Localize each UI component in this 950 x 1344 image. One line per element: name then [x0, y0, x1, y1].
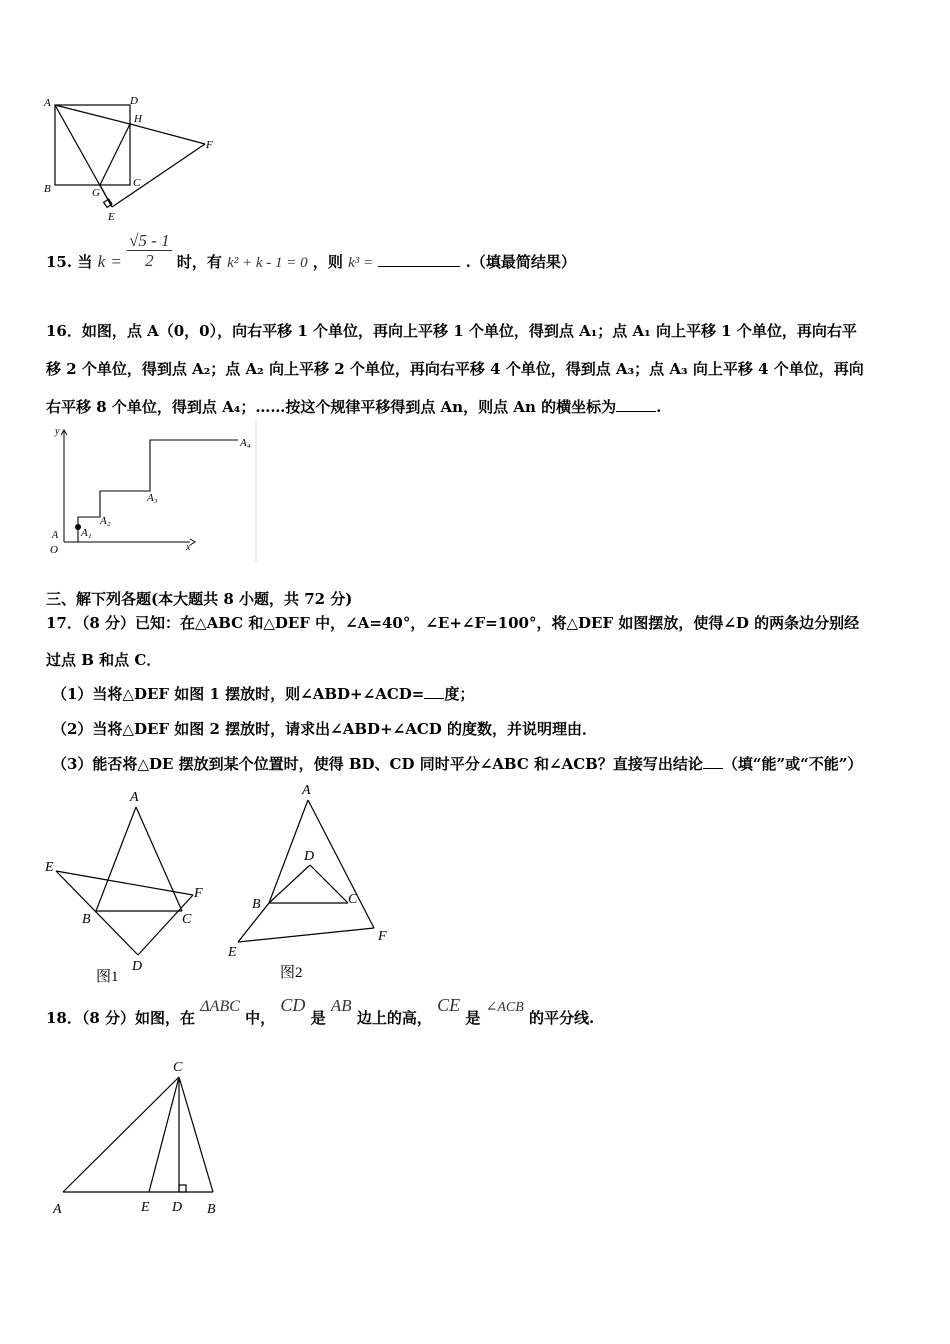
fig16-label-y: y: [55, 426, 60, 437]
q17-line-2: 过点 B 和点 C．: [46, 651, 162, 669]
fig18-label-d: D: [172, 1200, 183, 1215]
q16-figure: [40, 420, 265, 565]
q18-t4: 是: [465, 1009, 481, 1027]
q15-eq: =: [110, 252, 122, 271]
fig2-label-a: A: [302, 783, 311, 798]
fig1-label-b: B: [82, 912, 91, 927]
q17-figure-2: [222, 780, 402, 985]
q16-line-1: 16．如图，点 A（0，0），向右平移 1 个单位，再向上平移 1 个单位，得到点 A₁；点 A₁ 向上平移 1 个单位，再向右平: [46, 322, 857, 340]
fig14-label-d: D: [130, 95, 138, 107]
fig16-label-a1: A₁: [81, 527, 92, 539]
q18-t3: 边上的高，: [356, 1009, 432, 1027]
fig1-caption: 图1: [96, 969, 119, 985]
fig2-label-c: C: [348, 892, 358, 907]
q16-line-3: [46, 396, 661, 417]
fig18-label-e: E: [141, 1200, 150, 1215]
fig14-label-e: E: [108, 211, 115, 223]
q18-cd: CD: [280, 995, 306, 1015]
fig14-label-f: F: [206, 139, 213, 151]
fig18-label-b: B: [207, 1202, 216, 1217]
q17-part-3-end: （填“能”或“不能”）: [722, 755, 863, 773]
fig14-label-g: G: [92, 187, 100, 199]
fig1-label-d: D: [132, 959, 143, 974]
q18-t5: 的平分线.: [529, 1009, 595, 1027]
q18-ab: AB: [330, 996, 352, 1015]
q18-t1: 中，: [245, 1009, 276, 1027]
q15-number: 15.: [46, 253, 73, 271]
section-3-title: 三、解下列各题(本大题共 8 小题，共 72 分): [46, 590, 353, 608]
q18-ce: CE: [437, 995, 461, 1015]
q16-line-2: 移 2 个单位，得到点 A₂；点 A₂ 向上平移 2 个单位，再向右平移 4 个单位，得到点 A₃；点 A₃ 向上平移 4 个单位，再向: [46, 360, 864, 378]
q17-part-2: （2）当将△DEF 如图 2 摆放时，请求出∠ABD+∠ACD 的度数，并说明理由．: [52, 720, 598, 738]
q15-tail: .（填最简结果）: [465, 253, 576, 271]
fig1-label-a: A: [130, 790, 139, 805]
q15-numerator: √5 - 1: [129, 230, 170, 250]
fig18-label-c: C: [173, 1060, 183, 1075]
q17-line-1: 17．（8 分）已知：在△ABC 和△DEF 中，∠A=40°，∠E+∠F=100°，将△DEF 如图摆放，使得∠D 的两条边分别经: [46, 614, 860, 632]
fig16-label-x: x: [186, 542, 191, 553]
q15-denominator: 2: [145, 250, 154, 270]
q15-equation: k² + k - 1 = 0: [227, 255, 308, 271]
q16-line-3-text: 右平移 8 个单位，得到点 A₄；……按这个规律平移得到点 An，则点 An 的横坐标为: [46, 398, 617, 416]
q17-part-1-text: （1）当将△DEF 如图 1 摆放时，则∠ABD+∠ACD=: [52, 685, 425, 703]
q17-part-3-blank[interactable]: [703, 754, 723, 769]
q17-figure-1: [40, 785, 220, 985]
q17-part-3-text: （3）能否将△DE 摆放到某个位置时，使得 BD、CD 同时平分∠ABC 和∠ACB？直接写出结论: [52, 755, 703, 773]
fig1-label-f: F: [194, 886, 203, 901]
fig16-label-o: O: [50, 544, 58, 556]
q16-answer-blank[interactable]: [616, 397, 656, 412]
fig2-label-b: B: [252, 897, 261, 912]
q15-answer-blank[interactable]: [378, 252, 460, 267]
fig2-label-d: D: [304, 849, 315, 864]
q16-line-3-end: .: [656, 398, 662, 416]
fig14-label-h: H: [134, 113, 142, 125]
q17-part-3: [52, 753, 862, 774]
q18-t2: 是: [310, 1009, 326, 1027]
q15-mid2: ，则: [312, 253, 343, 271]
q18-triangle: ΔABC: [200, 998, 240, 1015]
fig14-label-a: A: [44, 97, 51, 109]
fig14-label-c: C: [133, 177, 141, 189]
q15-k: k: [97, 252, 106, 271]
fig2-label-e: E: [228, 945, 237, 960]
fig2-label-f: F: [378, 929, 387, 944]
fig1-label-e: E: [45, 860, 54, 875]
q14-figure: [40, 92, 230, 227]
fig16-label-a: A: [52, 530, 59, 541]
q17-part-1-end: 度；: [444, 685, 475, 703]
question-15: [46, 230, 576, 272]
q15-fraction: [127, 232, 172, 271]
q18-angle: ∠ACB: [485, 1000, 524, 1015]
fig16-label-a3: A₃: [147, 492, 158, 504]
question-18: [46, 995, 595, 1028]
fig16-label-a4: A₄: [240, 437, 251, 449]
fig14-label-b: B: [44, 183, 51, 195]
fig16-label-a2: A₂: [100, 515, 111, 527]
fig1-label-c: C: [182, 912, 192, 927]
q18-lead: 18．（8 分）如图，在: [46, 1009, 196, 1027]
q15-k3: k³ =: [348, 255, 374, 271]
q15-mid1: 时，有: [176, 253, 222, 271]
q17-part-1-blank[interactable]: [424, 684, 444, 699]
q15-lead: 当: [77, 253, 93, 271]
q18-figure: [45, 1055, 235, 1220]
q17-part-1: [52, 683, 474, 704]
fig2-caption: 图2: [280, 965, 303, 981]
fig18-label-a: A: [53, 1202, 62, 1217]
